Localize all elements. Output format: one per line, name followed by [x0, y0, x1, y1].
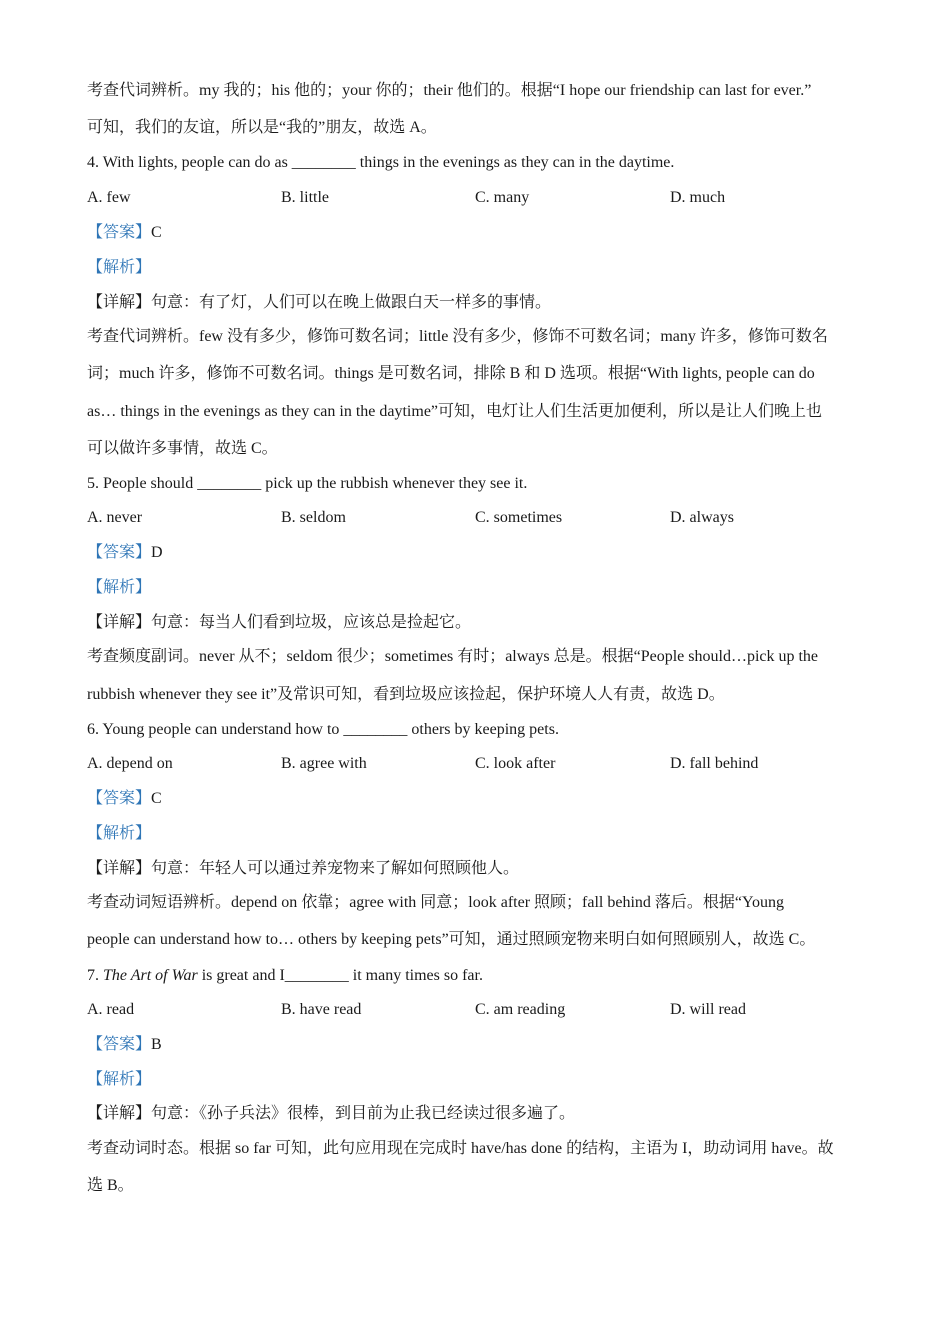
q4-answer-value: C — [151, 224, 162, 241]
q5-option-b: B. seldom — [281, 509, 346, 526]
q5-explain-line-1: 考查频度副词。never 从不；seldom 很少；sometimes 有时；always 总是。根据“People should…pick up the — [87, 648, 819, 665]
q3-explain-line-2: 可知，我们的友谊，所以是“我的”朋友，故选 A。 — [87, 119, 437, 136]
answer-tag: 【答案】 — [87, 790, 152, 807]
q7-book-title: The Art of War — [103, 967, 198, 984]
q6-answer-value: C — [151, 790, 162, 807]
q5-option-d: D. always — [670, 509, 734, 526]
q6-detail — [87, 859, 519, 879]
q5-explain-line-2: rubbish whenever they see it”及常识可知，看到垃圾应该捡起，保护环境人人有责，故选 D。 — [87, 686, 725, 703]
q7-question-rest: is great and I________ it many times so far. — [197, 967, 483, 984]
q4-option-b: B. little — [281, 189, 329, 206]
q7-detail — [87, 1104, 575, 1124]
q6-explain-line-1: 考查动词短语辨析。depend on 依靠；agree with 同意；look after 照顾；fall behind 落后。根据“Young — [87, 894, 784, 911]
q4-analysis-tag: 【解析】 — [87, 259, 152, 276]
q6-explain-line-2: people can understand how to… others by keeping pets”可知，通过照顾宠物来明白如何照顾别人，故选 C。 — [87, 931, 816, 948]
answer-tag: 【答案】 — [87, 224, 152, 241]
q3-explain-line-1: 考查代词辨析。my 我的；his 他的；your 你的；their 他们的。根据“I hope our friendship can last for ever.” — [87, 82, 812, 99]
q4-options — [87, 188, 867, 208]
q5-option-a: A. never — [87, 509, 143, 526]
q4-option-d: D. much — [670, 189, 726, 206]
detail-tag: 【详解】 — [87, 1105, 152, 1122]
q7-explain-line-1: 考查动词时态。根据 so far 可知，此句应用现在完成时 have/has done 的结构，主语为 I，助动词用 have。故 — [87, 1140, 834, 1157]
q4-detail — [87, 293, 551, 313]
q6-option-c: C. look after — [475, 755, 556, 772]
q6-option-a: A. depend on — [87, 755, 173, 772]
answer-tag: 【答案】 — [87, 1036, 152, 1053]
q7-option-c: C. am reading — [475, 1001, 566, 1018]
q5-question: 5. People should ________ pick up the rubbish whenever they see it. — [87, 475, 528, 492]
q7-analysis-tag: 【解析】 — [87, 1071, 152, 1088]
q7-option-b: B. have read — [281, 1001, 362, 1018]
q5-option-c: C. sometimes — [475, 509, 563, 526]
q4-explain-line-2: 词；much 许多，修饰不可数名词。things 是可数名词，排除 B 和 D 选项。根据“With lights, people can do — [87, 365, 815, 382]
q6-analysis-tag: 【解析】 — [87, 825, 152, 842]
q7-explain-line-2: 选 B。 — [87, 1177, 134, 1194]
q7-option-a: A. read — [87, 1001, 135, 1018]
q7-question — [87, 966, 483, 986]
q6-detail-text: 句意：年轻人可以通过养宠物来了解如何照顾他人。 — [151, 860, 520, 877]
q5-detail-text: 句意：每当人们看到垃圾，应该总是捡起它。 — [151, 614, 472, 631]
q5-detail — [87, 613, 471, 633]
q4-explain-line-3: as… things in the evenings as they can in the daytime”可知，电灯让人们生活更加便利，所以是让人们晚上也 — [87, 403, 823, 420]
q7-options — [87, 1000, 867, 1020]
q6-option-b: B. agree with — [281, 755, 367, 772]
detail-tag: 【详解】 — [87, 294, 152, 311]
q7-answer-value: B — [151, 1036, 162, 1053]
q7-detail-text: 句意：《孙子兵法》很棒，到目前为止我已经读过很多遍了。 — [151, 1105, 576, 1122]
q5-analysis-tag: 【解析】 — [87, 579, 152, 596]
q4-detail-text: 句意：有了灯，人们可以在晚上做跟白天一样多的事情。 — [151, 294, 552, 311]
q4-option-a: A. few — [87, 189, 131, 206]
q4-question: 4. With lights, people can do as ________ things in the evenings as they can in the daytime. — [87, 154, 675, 171]
answer-tag: 【答案】 — [87, 544, 152, 561]
q5-answer-value: D — [151, 544, 163, 561]
detail-tag: 【详解】 — [87, 614, 152, 631]
q4-option-c: C. many — [475, 189, 530, 206]
q4-answer — [87, 223, 162, 243]
detail-tag: 【详解】 — [87, 860, 152, 877]
q5-answer — [87, 543, 163, 563]
q7-answer — [87, 1035, 162, 1055]
q7-option-d: D. will read — [670, 1001, 746, 1018]
q7-prefix: 7. — [87, 967, 103, 984]
q6-answer — [87, 789, 162, 809]
q6-options — [87, 754, 867, 774]
q6-option-d: D. fall behind — [670, 755, 759, 772]
q5-options — [87, 508, 867, 528]
q6-question: 6. Young people can understand how to ________ others by keeping pets. — [87, 721, 559, 738]
q4-explain-line-1: 考查代词辨析。few 没有多少，修饰可数名词；little 没有多少，修饰不可数名词；many 许多，修饰可数名 — [87, 328, 828, 345]
q4-explain-line-4: 可以做许多事情，故选 C。 — [87, 440, 278, 457]
